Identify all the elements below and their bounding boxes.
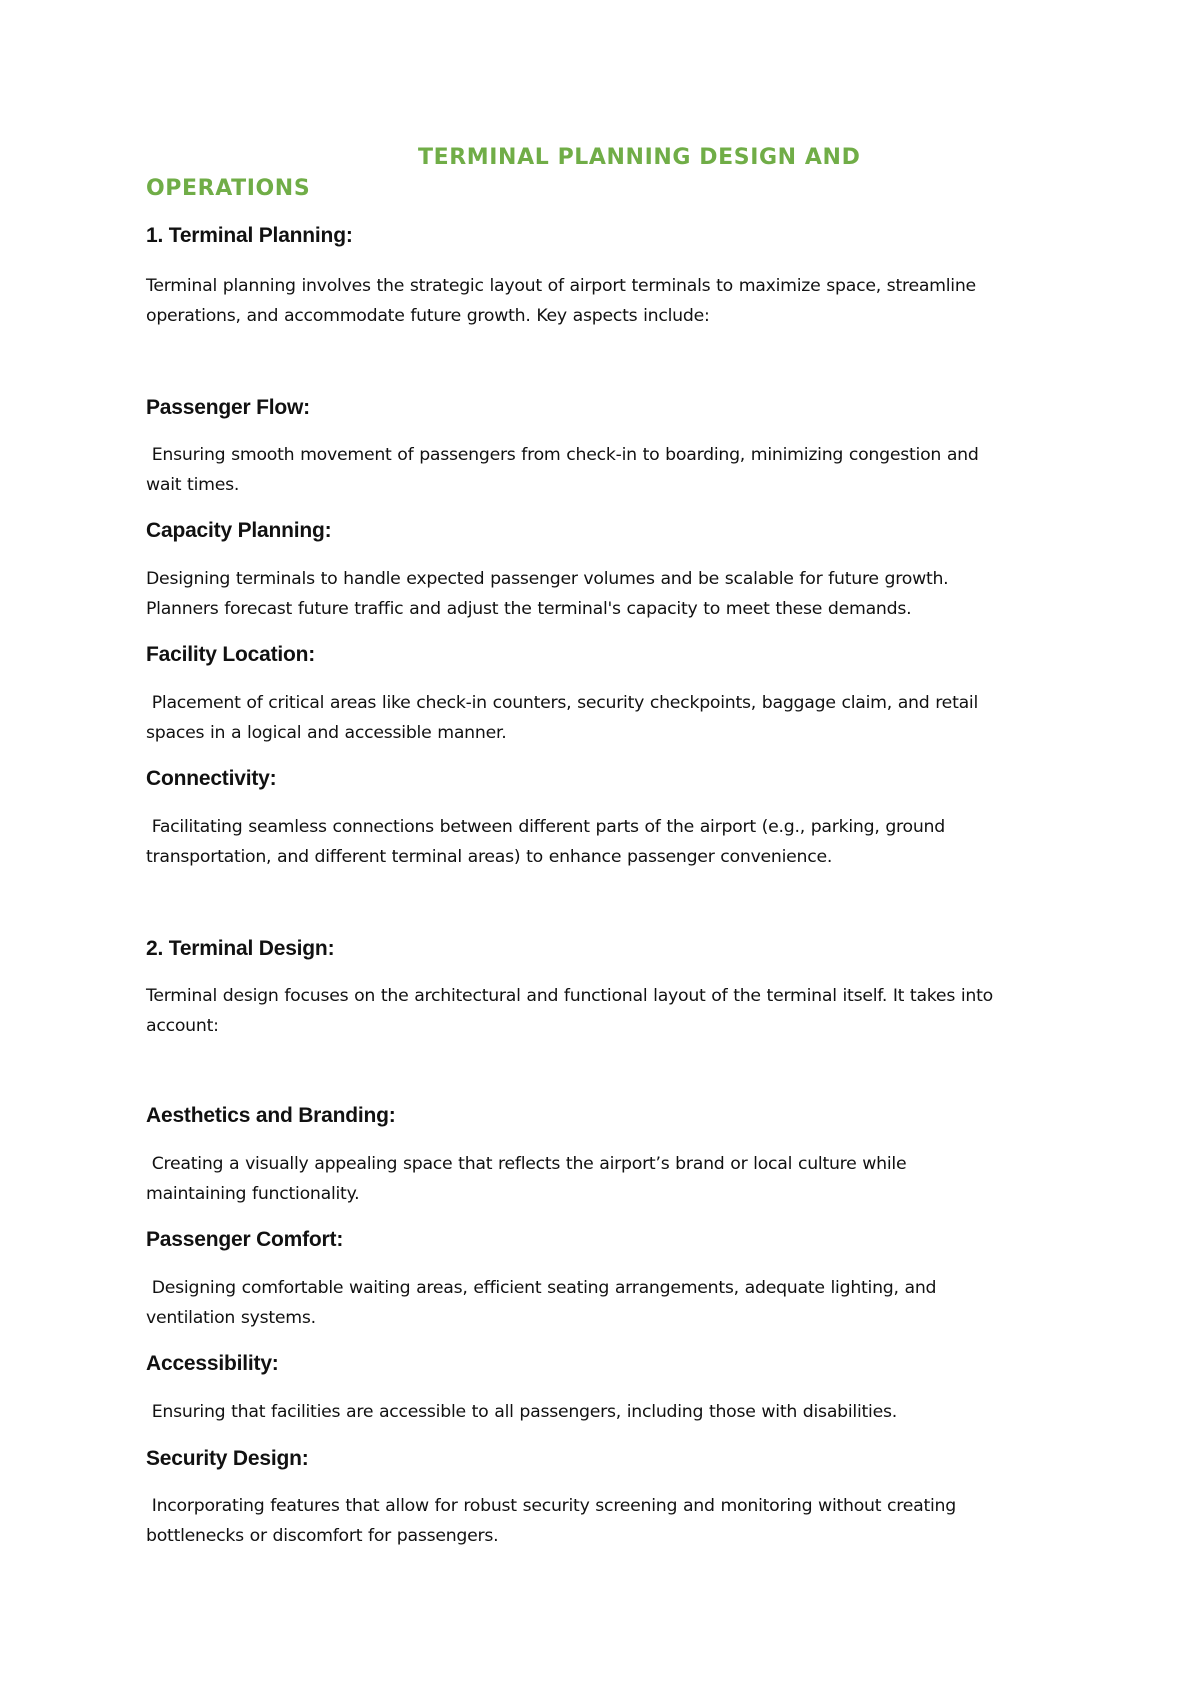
subheading-passenger-flow: Passenger Flow: xyxy=(146,396,310,419)
paragraph-capacity-planning xyxy=(146,565,1066,624)
paragraph-passenger-comfort xyxy=(146,1274,1066,1333)
paragraph-line: Placement of critical areas like check-in counters, security checkpoints, baggage claim, and retail xyxy=(146,693,979,713)
paragraph-line: Terminal design focuses on the architectural and functional layout of the terminal itself. It takes into xyxy=(146,986,993,1006)
paragraph-line: Planners forecast future traffic and adjust the terminal's capacity to meet these demands. xyxy=(146,598,912,619)
paragraph-line: maintaining functionality. xyxy=(146,1183,360,1204)
document-title-line-2: OPERATIONS xyxy=(146,176,311,201)
section-heading-terminal-design: 2. Terminal Design: xyxy=(146,937,335,960)
subheading-connectivity: Connectivity: xyxy=(146,767,277,790)
paragraph-facility-location xyxy=(146,689,1066,748)
section-heading-terminal-planning: 1. Terminal Planning: xyxy=(146,224,353,247)
paragraph-line: spaces in a logical and accessible manner. xyxy=(146,722,507,743)
paragraph-line: Facilitating seamless connections between different parts of the airport (e.g., parking, ground xyxy=(146,817,945,837)
document-title-line-1: TERMINAL PLANNING DESIGN AND xyxy=(418,145,861,170)
subheading-passenger-comfort: Passenger Comfort: xyxy=(146,1228,344,1251)
paragraph-line: ventilation systems. xyxy=(146,1307,316,1328)
paragraph-security-design xyxy=(146,1492,1066,1551)
paragraph-line: Creating a visually appealing space that reflects the airport’s brand or local culture while xyxy=(146,1154,907,1174)
paragraph-line: transportation, and different terminal areas) to enhance passenger convenience. xyxy=(146,846,833,867)
paragraph-accessibility xyxy=(146,1398,1066,1428)
section-intro-terminal-planning xyxy=(146,272,1066,331)
subheading-security-design: Security Design: xyxy=(146,1447,309,1470)
paragraph-line: operations, and accommodate future growth. Key aspects include: xyxy=(146,305,710,326)
paragraph-line: Designing comfortable waiting areas, efficient seating arrangements, adequate lighting, and xyxy=(146,1278,937,1298)
paragraph-line: wait times. xyxy=(146,474,240,495)
paragraph-line: Ensuring that facilities are accessible to all passengers, including those with disabilities. xyxy=(146,1402,897,1422)
subheading-capacity-planning: Capacity Planning: xyxy=(146,519,332,542)
subheading-aesthetics-branding: Aesthetics and Branding: xyxy=(146,1104,396,1127)
paragraph-connectivity xyxy=(146,813,1066,872)
paragraph-line: Ensuring smooth movement of passengers from check-in to boarding, minimizing congestion and xyxy=(146,445,979,465)
subheading-facility-location: Facility Location: xyxy=(146,643,316,666)
paragraph-line: Incorporating features that allow for robust security screening and monitoring without creating xyxy=(146,1496,956,1516)
paragraph-line: Terminal planning involves the strategic layout of airport terminals to maximize space, streamline xyxy=(146,276,976,296)
paragraph-passenger-flow xyxy=(146,441,1066,500)
paragraph-line: Designing terminals to handle expected passenger volumes and be scalable for future growth. xyxy=(146,569,949,589)
paragraph-aesthetics-branding xyxy=(146,1150,1066,1209)
section-intro-terminal-design xyxy=(146,982,1066,1041)
paragraph-line: account: xyxy=(146,1015,219,1036)
subheading-accessibility: Accessibility: xyxy=(146,1352,279,1375)
paragraph-line: bottlenecks or discomfort for passengers. xyxy=(146,1525,499,1546)
